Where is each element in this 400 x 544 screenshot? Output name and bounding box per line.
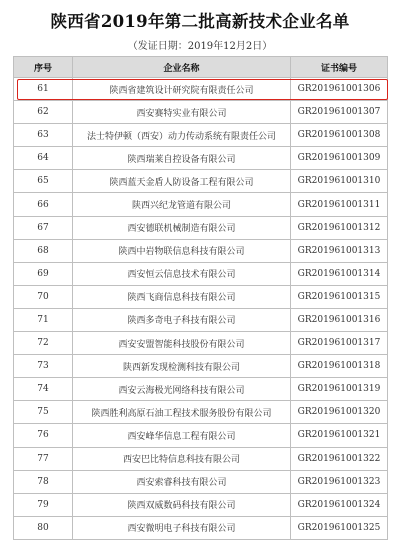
table-row [14, 285, 388, 308]
certificate-number-cell: GR201961001306 [291, 78, 388, 101]
certificate-number-cell: GR201961001316 [291, 308, 388, 331]
certificate-number-cell: GR201961001324 [291, 493, 388, 516]
certificate-number-cell: GR201961001312 [291, 216, 388, 239]
certificate-number-cell: GR201961001317 [291, 332, 388, 355]
serial-cell: 80 [14, 516, 73, 539]
table-row [14, 332, 388, 355]
company-name-cell: 西安安盟智能科技股份有限公司 [73, 332, 291, 355]
company-name-cell: 西安德联机械制造有限公司 [73, 216, 291, 239]
company-name-cell: 陕西双威数码科技有限公司 [73, 493, 291, 516]
header-company-name: 企业名称 [73, 57, 291, 78]
table-row [14, 101, 388, 124]
table-row [14, 308, 388, 331]
company-name-cell: 陕西省建筑设计研究院有限责任公司 [73, 78, 291, 101]
serial-cell: 69 [14, 262, 73, 285]
certificate-number-cell: GR201961001321 [291, 424, 388, 447]
serial-cell: 64 [14, 147, 73, 170]
company-name-cell: 西安微明电子科技有限公司 [73, 516, 291, 539]
certificate-number-cell: GR201961001323 [291, 470, 388, 493]
serial-cell: 72 [14, 332, 73, 355]
serial-cell: 77 [14, 447, 73, 470]
table-row [14, 262, 388, 285]
certificate-number-cell: GR201961001318 [291, 355, 388, 378]
table-row [14, 378, 388, 401]
company-name-cell: 陕西蓝天金盾人防设备工程有限公司 [73, 170, 291, 193]
company-name-cell: 西安恒云信息技术有限公司 [73, 262, 291, 285]
serial-cell: 73 [14, 355, 73, 378]
serial-cell: 67 [14, 216, 73, 239]
certificate-number-cell: GR201961001315 [291, 285, 388, 308]
table-row [14, 493, 388, 516]
table-row [14, 216, 388, 239]
table-row [14, 401, 388, 424]
certificate-number-cell: GR201961001322 [291, 447, 388, 470]
company-name-cell: 陕西飞商信息科技有限公司 [73, 285, 291, 308]
certificate-number-cell: GR201961001319 [291, 378, 388, 401]
serial-cell: 71 [14, 308, 73, 331]
table-header-row [14, 57, 388, 78]
table-row [14, 447, 388, 470]
serial-cell: 79 [14, 493, 73, 516]
table-row [14, 424, 388, 447]
serial-cell: 68 [14, 239, 73, 262]
certificate-number-cell: GR201961001320 [291, 401, 388, 424]
company-name-cell: 陕西中岩物联信息科技有限公司 [73, 239, 291, 262]
certificate-number-cell: GR201961001309 [291, 147, 388, 170]
header-certificate-number: 证书编号 [291, 57, 388, 78]
serial-cell: 65 [14, 170, 73, 193]
company-name-cell: 陕西兴纪龙管道有限公司 [73, 193, 291, 216]
issue-date: （发证日期：2019年12月2日） [127, 41, 273, 52]
serial-cell: 63 [14, 124, 73, 147]
serial-cell: 61 [14, 78, 73, 101]
company-name-cell: 西安峰华信息工程有限公司 [73, 424, 291, 447]
certificate-number-cell: GR201961001313 [291, 239, 388, 262]
serial-cell: 62 [14, 101, 73, 124]
company-name-cell: 西安赛特实业有限公司 [73, 101, 291, 124]
company-name-cell: 西安索睿科技有限公司 [73, 470, 291, 493]
header-serial: 序号 [14, 57, 73, 78]
table-row [14, 124, 388, 147]
table-body [14, 78, 388, 540]
table-row [14, 470, 388, 493]
company-name-cell: 法士特伊顿（西安）动力传动系统有限责任公司 [73, 124, 291, 147]
serial-cell: 75 [14, 401, 73, 424]
table-row [14, 78, 388, 101]
certificate-number-cell: GR201961001307 [291, 101, 388, 124]
serial-cell: 78 [14, 470, 73, 493]
table-row [14, 193, 388, 216]
serial-cell: 76 [14, 424, 73, 447]
certificate-number-cell: GR201961001314 [291, 262, 388, 285]
serial-cell: 70 [14, 285, 73, 308]
company-name-cell: 西安云海极光网络科技有限公司 [73, 378, 291, 401]
certificate-number-cell: GR201961001325 [291, 516, 388, 539]
serial-cell: 66 [14, 193, 73, 216]
table-row [14, 355, 388, 378]
enterprise-table [13, 56, 388, 540]
table-row [14, 239, 388, 262]
certificate-number-cell: GR201961001310 [291, 170, 388, 193]
company-name-cell: 陕西胜利高原石油工程技术服务股份有限公司 [73, 401, 291, 424]
serial-cell: 74 [14, 378, 73, 401]
certificate-number-cell: GR201961001311 [291, 193, 388, 216]
table-row [14, 516, 388, 539]
company-name-cell: 陕西新发现检测科技有限公司 [73, 355, 291, 378]
document-title: 陕西省2019年第二批高新技术企业名单 [50, 12, 350, 31]
certificate-number-cell: GR201961001308 [291, 124, 388, 147]
table-row [14, 147, 388, 170]
company-name-cell: 西安巴比特信息科技有限公司 [73, 447, 291, 470]
company-name-cell: 陕西多奇电子科技有限公司 [73, 308, 291, 331]
table-row [14, 170, 388, 193]
company-name-cell: 陕西瑞莱自控设备有限公司 [73, 147, 291, 170]
